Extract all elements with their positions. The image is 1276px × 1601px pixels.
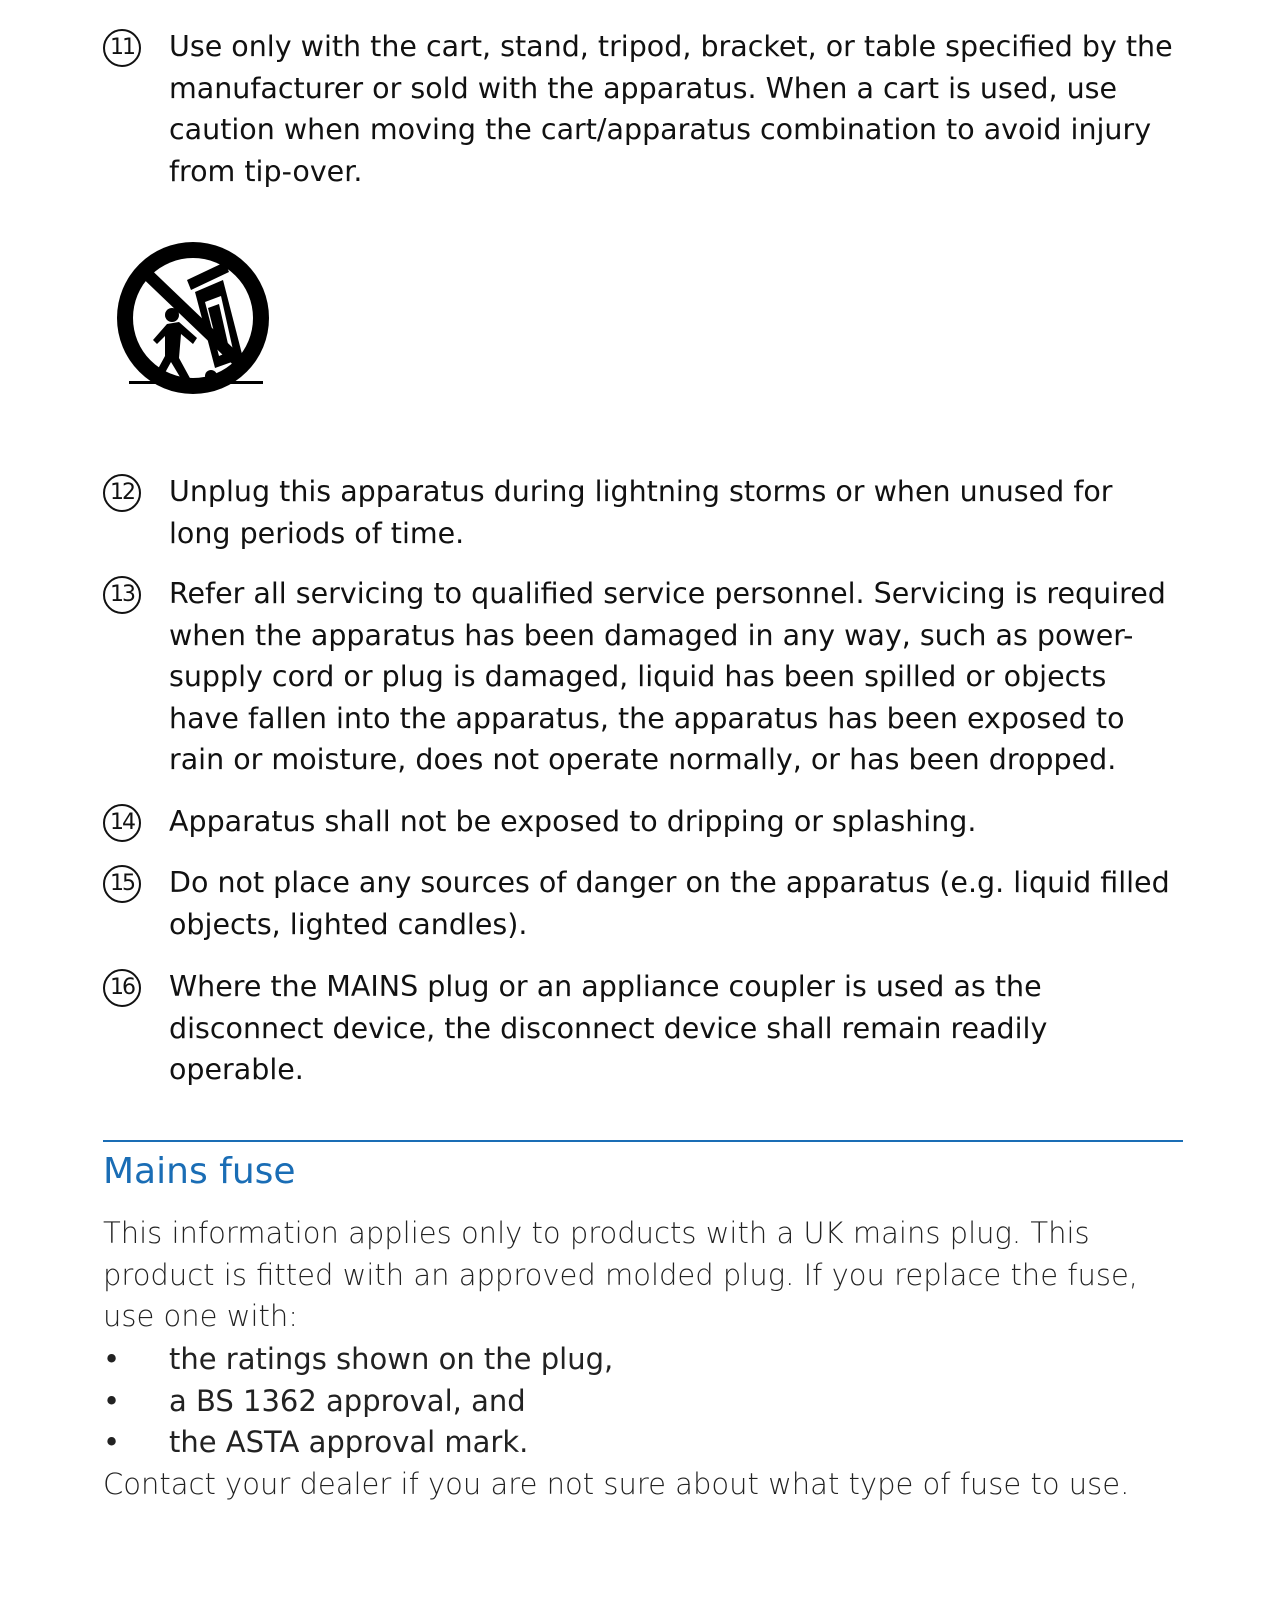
item-number-badge: 15 — [103, 865, 141, 903]
fuse-requirements-list — [103, 1339, 613, 1464]
item-number-badge: 13 — [103, 576, 141, 614]
list-item-text: the ratings shown on the plug, — [169, 1342, 614, 1376]
list-item — [103, 1339, 613, 1381]
item-text: Refer all servicing to qualified service personnel. Servicing is required when the apparatus has been damaged in any way, such as power-supply cord or plug is damaged, liquid has been spilled or objects have fallen into the apparatus, the apparatus has been exposed to rain or moisture, does not operate normally, or has been dropped. — [169, 577, 1166, 776]
safety-item-13 — [103, 573, 1183, 781]
bullet-icon: • — [103, 1425, 121, 1459]
item-text: Use only with the cart, stand, tripod, bracket, or table specified by the manufacturer or sold with the apparatus. When a cart is used, use caution when moving the cart/apparatus combination to avoid injury from tip-over. — [169, 30, 1173, 188]
list-item — [103, 1422, 613, 1464]
cart-tip-over-warning-icon — [115, 240, 271, 398]
safety-item-14 — [103, 801, 1183, 843]
section-outro: Contact your dealer if you are not sure about what type of fuse to use. — [103, 1467, 1130, 1501]
safety-item-15 — [103, 862, 1183, 945]
bullet-icon: • — [103, 1342, 121, 1376]
item-number-badge: 14 — [103, 804, 141, 842]
safety-item-12 — [103, 471, 1183, 554]
bullet-icon: • — [103, 1383, 121, 1418]
item-text: Where the MAINS plug or an appliance coupler is used as the disconnect device, the disconnect device shall remain readily operable. — [169, 970, 1048, 1086]
list-item-text: the ASTA approval mark. — [169, 1425, 529, 1459]
section-divider — [103, 1140, 1183, 1142]
safety-item-16 — [103, 966, 1183, 1091]
section-intro: This information applies only to products with a UK mains plug. This product is fitted with an approved molded plug. If you replace the fuse, use one with: — [103, 1216, 1139, 1333]
item-text: Do not place any sources of danger on the apparatus (e.g. liquid filled objects, lighted candles). — [169, 866, 1170, 941]
list-item — [103, 1381, 613, 1423]
item-number-badge: 16 — [103, 969, 141, 1007]
item-number-badge: 12 — [103, 474, 141, 512]
safety-item-11 — [103, 26, 1183, 192]
item-text: Apparatus shall not be exposed to dripping or splashing. — [169, 805, 977, 838]
section-title: Mains fuse — [103, 1151, 296, 1192]
item-number-badge: 11 — [103, 29, 141, 67]
list-item-text: a BS 1362 approval, and — [169, 1383, 526, 1418]
item-text: Unplug this apparatus during lightning storms or when unused for long periods of time. — [169, 475, 1113, 550]
